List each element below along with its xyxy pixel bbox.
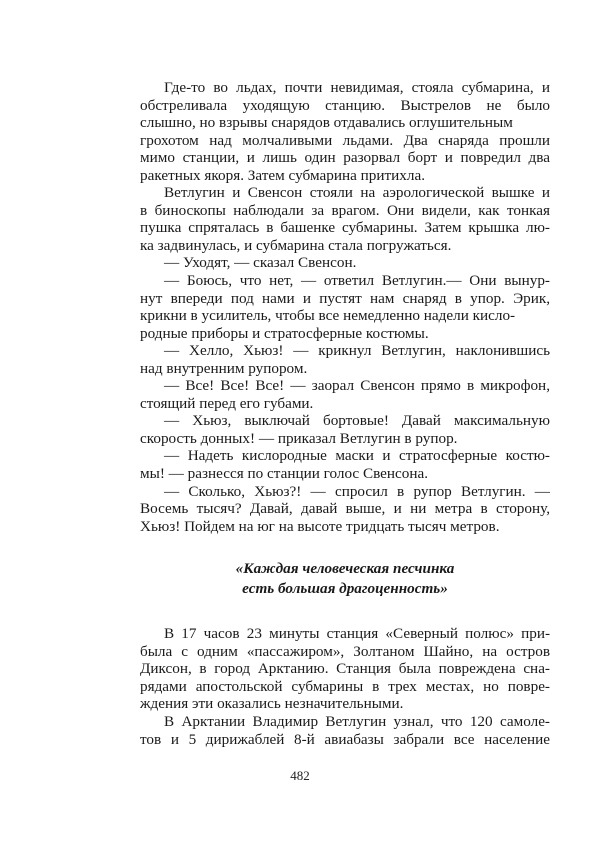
text-line: ждения эти оказались незначительными. — [140, 695, 404, 713]
text-line: слышно, но взрывы снарядов отдавались оглушительным — [140, 114, 513, 132]
text-line: скорость донных! — приказал Ветлугин в рупор. — [140, 429, 458, 447]
text-line: над внутренним рупором. — [140, 359, 308, 377]
text-line: мы! — разнесся по станции голос Свенсона. — [140, 465, 429, 483]
text-line: пушка спряталась в башенке субмарины. Затем крышка лю- — [140, 219, 550, 237]
text-line: ка задвинулась, и субмарина стала погружаться. — [140, 236, 452, 254]
text-line: ракетных якоря. Затем субмарина притихла. — [140, 166, 426, 184]
section-heading-line-2: есть большая драгоценность» — [242, 580, 448, 598]
text-line: была с одним «пассажиром», Золтаном Шайно, на остров — [140, 642, 550, 660]
text-block-2 — [140, 625, 550, 748]
text-line: грохотом над молчаливыми льдами. Два снаряда прошли — [140, 131, 550, 149]
text-line: родные приборы и стратосферные костюмы. — [140, 324, 429, 342]
text-block-1 — [140, 79, 550, 535]
text-line: Ветлугин и Свенсон стояли на аэрологической вышке и — [164, 184, 550, 202]
text-line: мимо станции, и лишь один разорвал борт и повредил два — [140, 149, 550, 167]
text-line: — Все! Все! Все! — заорал Свенсон прямо в микрофон, — [164, 377, 550, 395]
text-line: стоящий перед его губами. — [140, 394, 314, 412]
text-line: — Хьюз, выключай бортовые! Давай максимальную — [164, 412, 550, 430]
text-line: Диксон, в город Арктанию. Станция была повреждена сна- — [140, 660, 550, 678]
text-line: рядами апостольской субмарины в трех местах, но повре- — [140, 677, 550, 695]
text-line: Где-то во льдах, почти невидимая, стояла субмарина, и — [164, 79, 550, 96]
page-number: 482 — [290, 768, 310, 783]
text-line: — Надеть кислородные маски и стратосферные костю- — [164, 447, 550, 465]
text-line: — Боюсь, что нет, — ответил Ветлугин.— Они вынyр- — [164, 272, 550, 290]
text-line: — Хелло, Хьюз! — крикнул Ветлугин, наклонившись — [164, 342, 550, 360]
text-line: — Уходят, — сказал Свенсон. — [164, 254, 357, 272]
text-line: обстреливала уходящую станцию. Выстрелов не было — [140, 96, 550, 114]
section-heading-line-1: «Каждая человеческая песчинка — [235, 560, 455, 578]
text-line: В 17 часов 23 минуты станция «Северный полюс» при- — [164, 625, 550, 643]
text-line: — Сколько, Хьюз?! — спросил в рупор Ветлугин. — — [164, 482, 550, 500]
book-page — [140, 79, 550, 779]
text-line: тов и 5 дирижаблей 8-й авиабазы забрали все население — [140, 730, 550, 748]
section-heading — [140, 559, 550, 599]
text-line: в биноскопы наблюдали за врагом. Они видели, как тонкая — [140, 201, 550, 219]
text-line: Хьюз! Пойдем на юг на высоте тридцать тысяч метров. — [140, 517, 500, 535]
text-line: В Арктании Владимир Ветлугин узнал, что 120 самоле- — [164, 712, 550, 730]
text-line: крикни в усилитель, чтобы все немедленно надели кисло- — [140, 307, 516, 325]
text-line: нут впереди под нами и пустят нам снаряд в упор. Эрик, — [140, 289, 550, 307]
text-line: Восемь тысяч? Давай, давай выше, и ни метра в сторону, — [140, 500, 550, 518]
